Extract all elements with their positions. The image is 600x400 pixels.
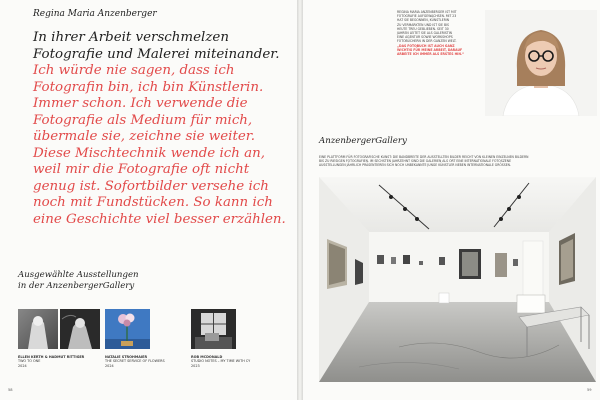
- exhibitions-heading-line: Ausgewählte Ausstellungen: [18, 270, 139, 280]
- gallery-title: AnzenbergerGallery: [319, 136, 407, 146]
- exhibition-caption: [191, 355, 250, 368]
- page-number: 59: [587, 388, 592, 392]
- exhibition-thumbnail-strohmaier: [105, 309, 150, 349]
- author-name: Regina Maria Anzenberger: [33, 9, 157, 19]
- gallery-desc-line: AUSSTELLUNGEN JÄHRLICH PRÄSENTIEREN SICH NOCH UNBEKANNTE JUNGE KÜNSTLER NEBEN INTERNATIONALE GRÖSSEN.: [319, 163, 511, 168]
- exhibition-caption: [18, 355, 84, 368]
- quote-line: genug ist. Sofortbilder versehe ich: [33, 178, 269, 194]
- quote-line: weil mir die Fotografie oft nicht: [33, 162, 250, 177]
- quote-line: Immer schon. Ich verwende die: [33, 96, 248, 111]
- exhibition-title: STUDIO NOTES – MY TIME WITH CY: [191, 359, 251, 364]
- quote-line: Fotografin bin, ich bin Künstlerin.: [33, 79, 264, 95]
- pull-quote: [33, 30, 293, 228]
- bio-line: FOTOBÜCHERN IN DER GANZEN WELT.: [397, 39, 457, 44]
- gallery-description: [319, 155, 594, 168]
- bio-quote-line: „DAS FOTOBUCH IST AUCH GANZ: [397, 43, 455, 48]
- exhibition-title: THE SECRET SERVICE OF FLOWERS: [105, 359, 165, 364]
- exhibition-thumbnail-kerth-rittiger: [18, 309, 100, 349]
- bio-line: HAT SIE BEGONNEN, KÜNSTLERIN: [397, 18, 450, 23]
- bio-line: FOTOGRAFIE AUFGEWACHSEN. MIT 23: [397, 14, 457, 19]
- exhibition-artist: NATALIE STROHMAIER: [105, 355, 148, 359]
- exhibition-year: 2024: [18, 363, 27, 368]
- quote-line: übermale sie, zeichne sie weiter.: [33, 129, 255, 144]
- quote-line: noch mit Fundstücken. So kann ich: [33, 195, 273, 210]
- bio-line: HEUTE TREU GEBLIEBEN. SEIT 30: [397, 26, 449, 31]
- exhibitions-heading-line: in der AnzenbergerGallery: [18, 280, 135, 291]
- left-page: [0, 0, 297, 400]
- quote-line: Fotografie als Medium für mich,: [33, 112, 253, 128]
- exhibition-thumbnail-mcdonald: [191, 309, 236, 349]
- artist-portrait: [485, 10, 597, 116]
- bio-line: JAHREN LEITET SIE ALS GALERISTIN: [397, 31, 452, 36]
- bio-line: REGINA MARIA ANZENBERGER IST MIT: [397, 10, 457, 14]
- bio-quote-line: WICHTIG FÜR MEINE ARBEIT, DARAUF: [397, 47, 463, 52]
- right-page: [303, 0, 600, 400]
- exhibition-year: 2024: [105, 363, 114, 368]
- gallery-desc-line: EINE PLATTFORM FÜR FOTOGRAFISCHE KUNST: DIE BANDBREITE DER AUSSTELLTEN BILDER REICHT VON KLEINEN EINZELNEN BILDERN: [319, 155, 529, 159]
- quote-line: Diese Mischtechnik wende ich an,: [33, 145, 265, 161]
- bio-quote-line: ARBEITE ICH IMMER ALS ERSTES HIN.“: [397, 52, 465, 57]
- quote-line: Fotografie und Malerei miteinander.: [33, 46, 280, 62]
- exhibitions-heading: [18, 270, 139, 291]
- gallery-desc-line: BIS ZU RIESIGEN FOTOGRAFIEN. IM SECHSTEN JAHRZEHNT SIND DIE GALERIEN ALS ORT EINE INTERNATIONALE FOTOSZENE: [319, 159, 512, 164]
- quote-line: In ihrer Arbeit verschmelzen: [33, 30, 229, 45]
- page-number: 58: [8, 388, 13, 392]
- exhibition-year: 2023: [191, 363, 200, 368]
- exhibition-artist: ROB MCDONALD: [191, 355, 223, 359]
- exhibition-artist: ELLEN KERTH & HADMUT RITTIGER: [18, 355, 85, 359]
- bio-line: EINE AGENTUR SOWIE WORKSHOPS: [397, 35, 453, 40]
- gallery-interior-photo: [319, 177, 596, 382]
- bio-line: ZU VERMARKTEN UND IST SIE BIS: [397, 22, 449, 27]
- quote-line: eine Geschichte viel besser erzählen.: [33, 211, 286, 227]
- artist-bio: [397, 10, 481, 56]
- exhibition-caption: [105, 355, 165, 368]
- quote-line: Ich würde nie sagen, dass ich: [33, 63, 235, 78]
- exhibition-title: TWO TO ONE: [18, 359, 41, 364]
